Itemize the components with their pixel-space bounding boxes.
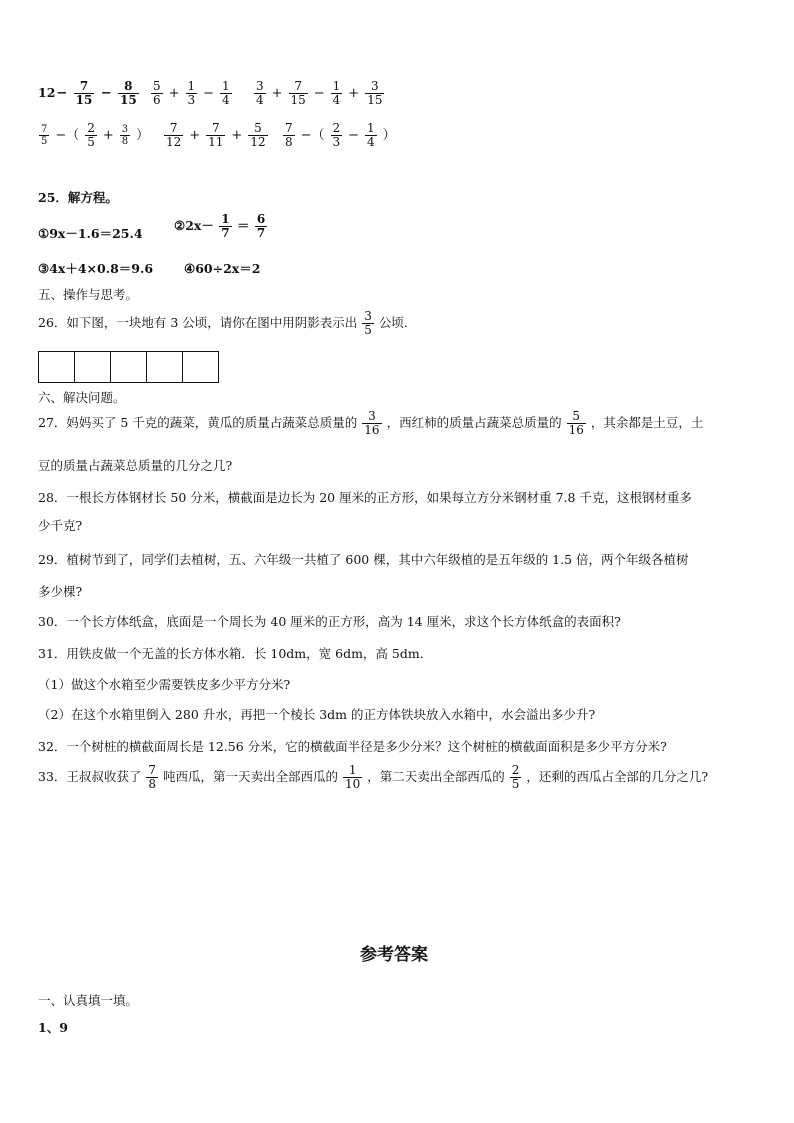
- question-31-part-2: （2）在这个水箱里倒入 280 升水，再把一个棱长 3dm 的正方体铁块放入水箱中，水会溢出多少升?: [38, 707, 596, 722]
- fraction: $\frac{1}{4}$: [222, 79, 230, 107]
- expression-3: $\frac{3}{4}$ + $\frac{7}{15}$ − $\frac{1}{4}$ + $\frac{3}{15}$: [256, 79, 383, 107]
- expression-4: $\frac{7}{5}$ −（ $\frac{2}{5}$ + $\frac{3}{8}$ ）: [41, 121, 150, 149]
- fraction: $\frac{3}{8}$: [121, 124, 129, 147]
- fraction: $\frac{3}{15}$: [367, 79, 383, 107]
- grid-cell: [182, 351, 219, 383]
- question-26: 26．如下图，一块地有 3 公顷，请你在图中用阴影表示出 $\frac{3}{5}$ 公顷.: [38, 309, 408, 337]
- equation-1: ①9x－1.6＝25.4: [38, 226, 143, 241]
- fraction: $\frac{2}{5}$: [511, 763, 520, 791]
- fraction: $\frac{7}{8}$: [285, 121, 293, 149]
- equation-2: ②2x－ $\frac{1}{7}$ ＝ $\frac{6}{7}$: [174, 212, 266, 240]
- expression-2: $\frac{5}{6}$ + $\frac{1}{3}$ − $\frac{1}{4}$: [153, 79, 230, 107]
- question-29-line-1: 29．植树节到了，同学们去植树，五、六年级一共植了 600 棵，其中六年级植的是五年级的 1.5 倍，两个年级各植树: [38, 552, 689, 567]
- grid-cell: [74, 351, 111, 383]
- fraction: $\frac{2}{3}$: [332, 121, 341, 149]
- equation-3: ③4x＋4×0.8＝9.6: [38, 261, 154, 276]
- fraction: $\frac{7}{15}$: [75, 79, 93, 107]
- fraction: $\frac{1}{3}$: [187, 79, 196, 107]
- question-31: 31．用铁皮做一个无盖的长方体水箱．长 10dm，宽 6dm，高 5dm．: [38, 646, 433, 661]
- question-27-line-2: 豆的质量占蔬菜总质量的几分之几?: [38, 458, 233, 473]
- question-32: 32．一个树桩的横截面周长是 12.56 分米，它的横截面半径是多少分米？这个树桩的横截面面积是多少平方分米?: [38, 739, 667, 754]
- grid-cell: [146, 351, 183, 383]
- fraction: $\frac{3}{5}$: [364, 309, 372, 337]
- question-28-line-1: 28．一根长方体钢材长 50 分米，横截面是边长为 20 厘米的正方形，如果每立方分米钢材重 7.8 千克，这根钢材重多: [38, 490, 692, 505]
- fraction: $\frac{7}{12}$: [166, 121, 182, 149]
- fraction: $\frac{5}{12}$: [250, 121, 266, 149]
- question-25-title: 25．解方程。: [38, 190, 118, 205]
- fraction: $\frac{5}{6}$: [153, 79, 161, 107]
- fraction: $\frac{8}{15}$: [120, 79, 137, 107]
- fraction: $\frac{7}{11}$: [208, 121, 224, 149]
- fraction: $\frac{2}{5}$: [87, 121, 95, 149]
- answer-1: 1、9: [38, 1020, 68, 1035]
- fraction: $\frac{6}{7}$: [256, 212, 266, 240]
- grid-cell: [38, 351, 75, 383]
- question-29-line-2: 多少棵?: [38, 584, 83, 599]
- land-grid: [38, 351, 219, 383]
- fraction: $\frac{1}{7}$: [221, 212, 230, 240]
- equation-4: ④60÷2x＝2: [184, 261, 261, 276]
- fraction: $\frac{7}{8}$: [148, 763, 157, 791]
- fraction: $\frac{7}{15}$: [290, 79, 306, 107]
- section-6-heading: 六、解决问题。: [38, 390, 126, 405]
- expression-5: $\frac{7}{12}$ + $\frac{7}{11}$ + $\frac{5}{12}$: [166, 121, 266, 149]
- question-28-line-2: 少千克?: [38, 518, 83, 533]
- fraction: $\frac{7}{5}$: [41, 124, 48, 147]
- grid-cell: [110, 351, 147, 383]
- fraction: $\frac{3}{16}$: [364, 409, 380, 437]
- fraction: $\frac{1}{4}$: [367, 121, 375, 149]
- expression-6: $\frac{7}{8}$ −（ $\frac{2}{3}$ − $\frac{1}{4}$ ）: [285, 121, 396, 149]
- question-33: 33．王叔叔收获了 $\frac{7}{8}$ 吨西瓜，第一天卖出全部西瓜的 $\frac{1}{10}$ ，第二天卖出全部西瓜的 $\frac{2}{5}$ ，还剩的西瓜占全部的几分之几?: [38, 763, 709, 791]
- question-27-line-1: 27．妈妈买了 5 千克的蔬菜，黄瓜的质量占蔬菜总质量的 $\frac{3}{16}$ ，西红柿的质量占蔬菜总质量的 $\frac{5}{16}$ ，其余都是土豆，土: [38, 409, 704, 437]
- expression-1: 12− $\frac{7}{15}$ − $\frac{8}{15}$: [38, 79, 137, 107]
- fraction: $\frac{3}{4}$: [256, 79, 264, 107]
- section-5-heading: 五、操作与思考。: [38, 287, 139, 302]
- fraction: $\frac{1}{4}$: [332, 79, 341, 107]
- answers-section-1: 一、认真填一填。: [38, 993, 139, 1008]
- fraction: $\frac{5}{16}$: [568, 409, 584, 437]
- fraction: $\frac{1}{10}$: [345, 763, 361, 791]
- question-30: 30．一个长方体纸盒，底面是一个周长为 40 厘米的正方形，高为 14 厘米，求这个长方体纸盒的表面积?: [38, 614, 621, 629]
- question-31-part-1: （1）做这个水箱至少需要铁皮多少平方分米?: [38, 677, 291, 692]
- answers-title: 参考答案: [360, 945, 428, 965]
